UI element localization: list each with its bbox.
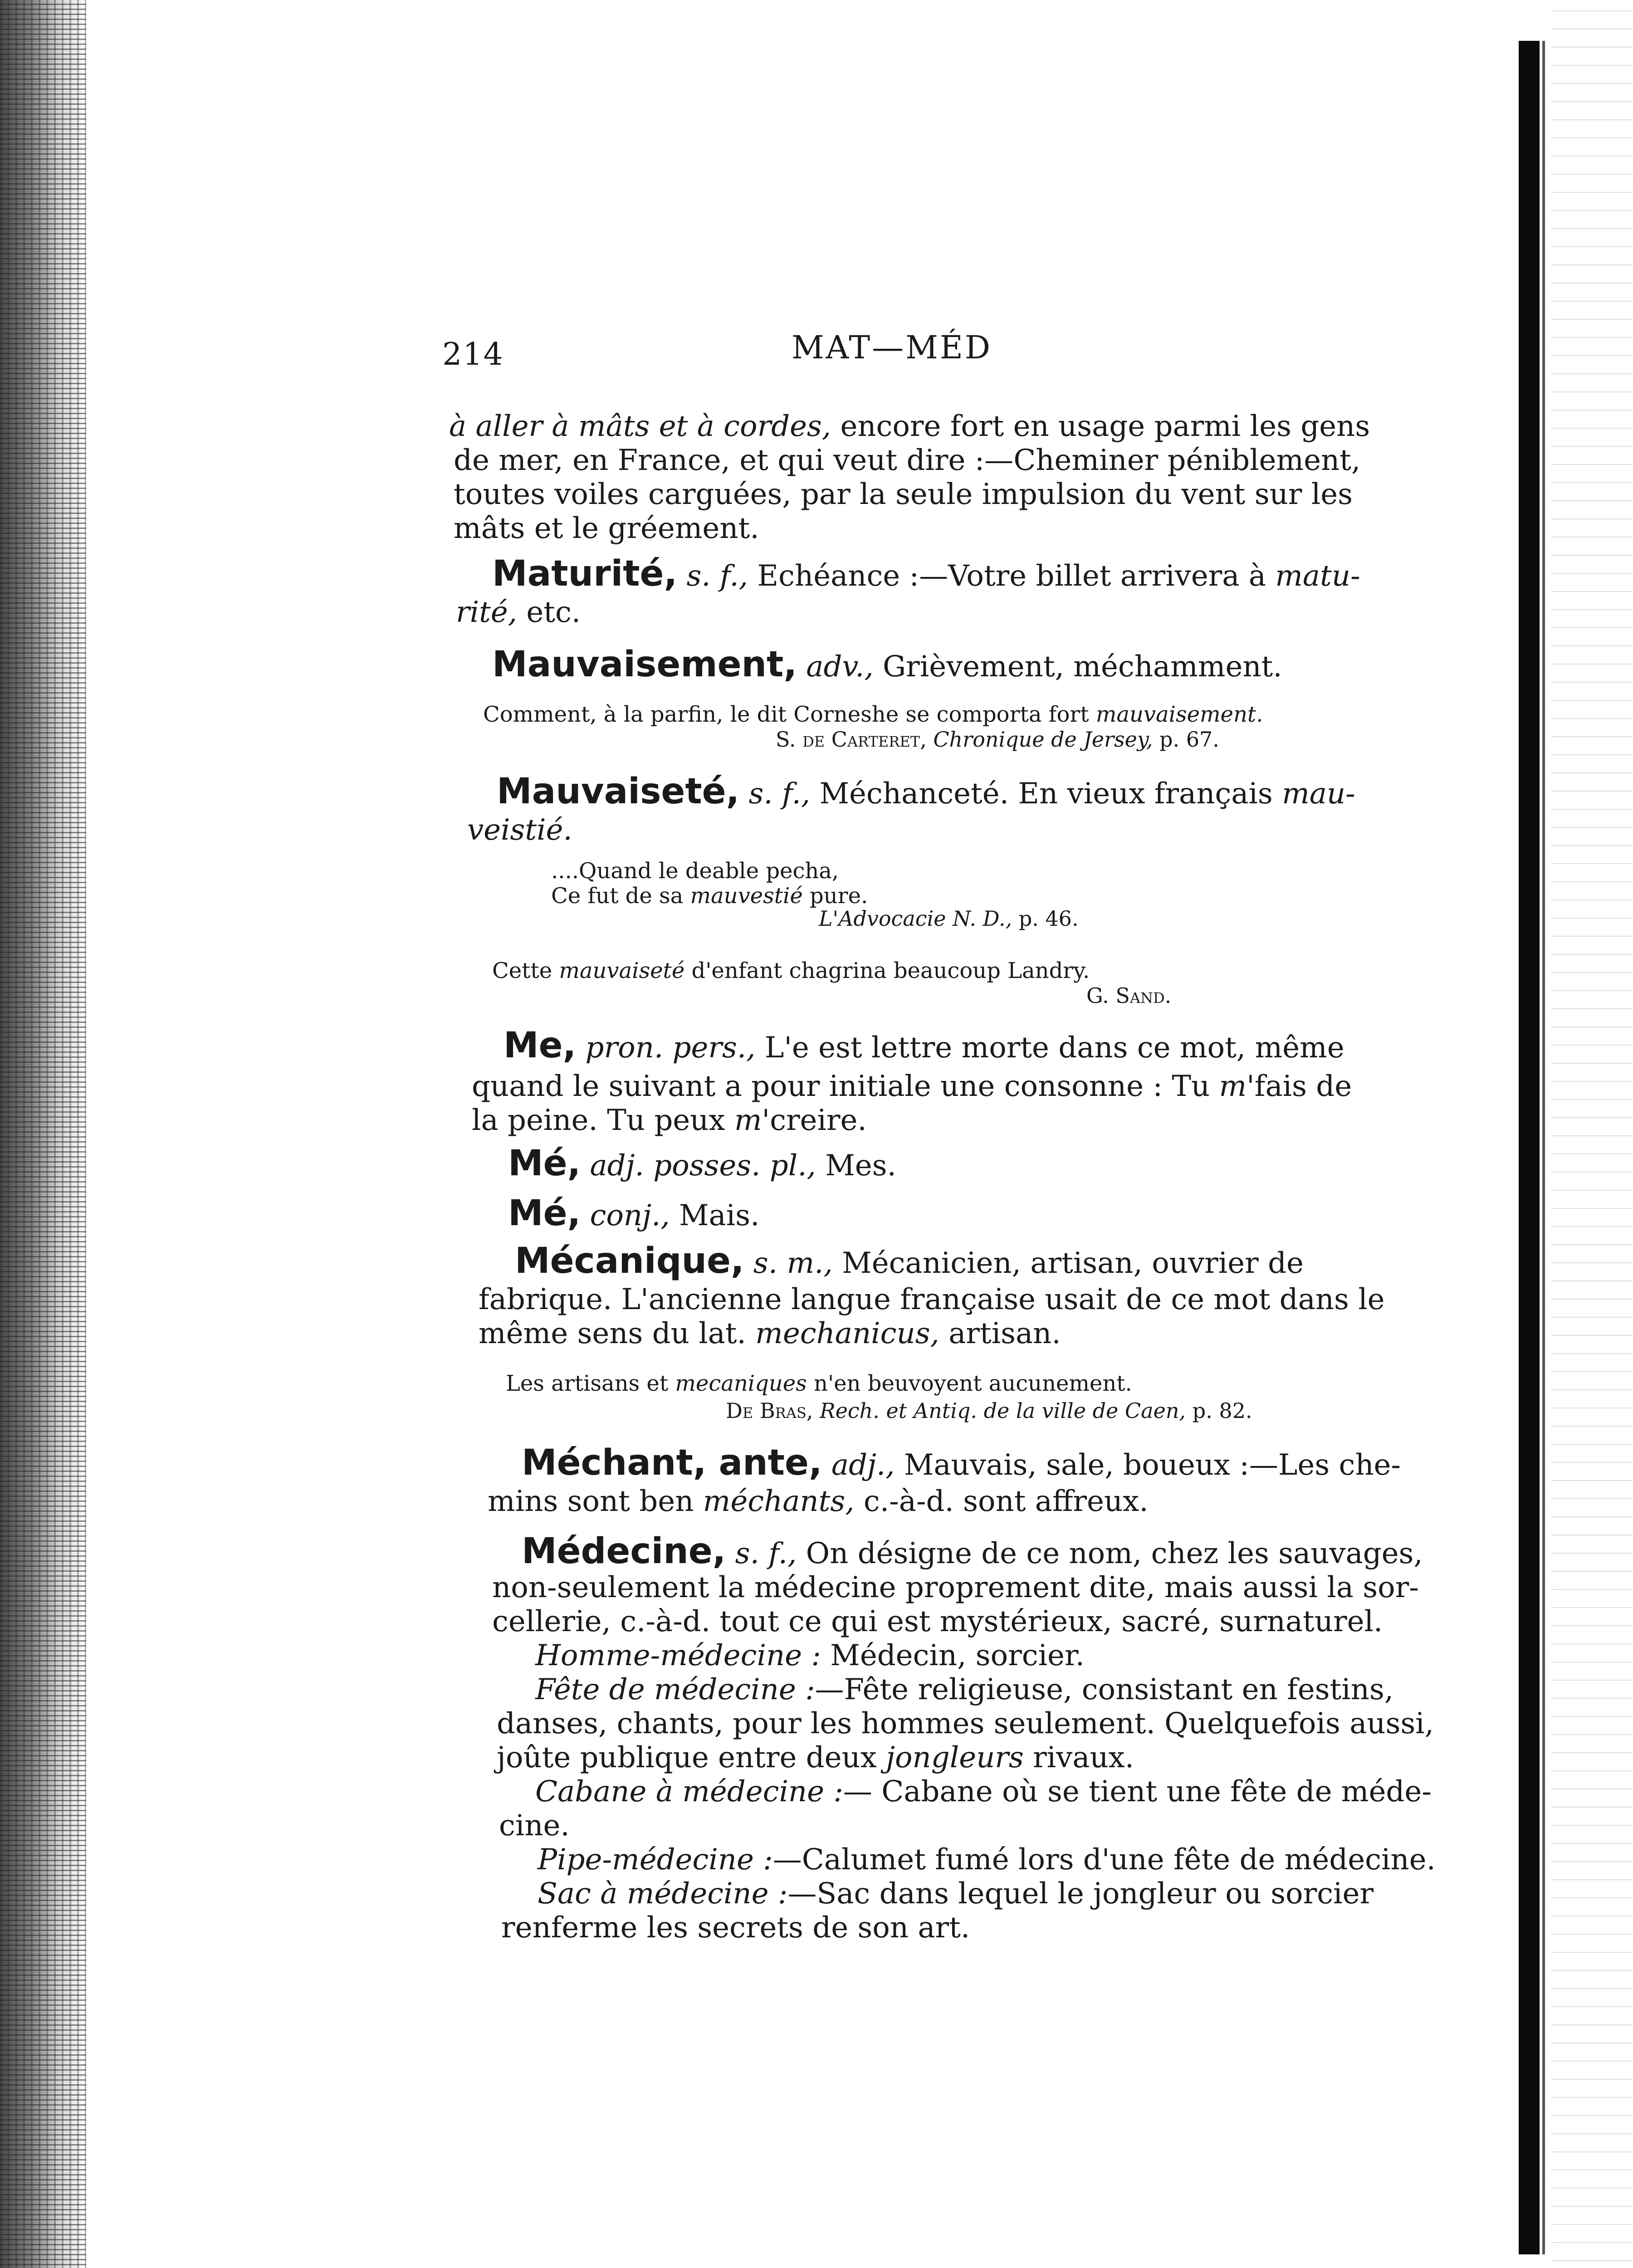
entry-maturite-line-2: rité, etc. — [456, 596, 581, 629]
sub-entry-sac-a-medecine: Sac à médecine :—Sac dans lequel le jongleur ou sorcier — [538, 1877, 1374, 1911]
entry-me-line-2: quand le suivant a pour initiale une consonne : Tu m'fais de — [472, 1070, 1352, 1103]
quotation-source: S. de Carteret, Chronique de Jersey, p. 67. — [776, 727, 1219, 752]
page-number: 214 — [442, 337, 504, 372]
entry-me-adj: Mé, adj. posses. pl., Mes. — [508, 1143, 896, 1184]
quotation: Cette mauvaiseté d'enfant chagrina beaucoup Landry. — [492, 958, 1090, 983]
entry-me-line-3: la peine. Tu peux m'creire. — [472, 1104, 867, 1137]
headword: Mécanique, — [515, 1241, 744, 1281]
intro-line-1: à aller à mâts et à cordes, encore fort en usage parmi les gens — [449, 410, 1370, 443]
intro-line-4: mâts et le gréement. — [454, 512, 759, 545]
quotation: Comment, à la parfin, le dit Corneshe se comporta fort mauvaisement. — [483, 702, 1263, 727]
running-head: MAT—MÉD — [792, 329, 992, 366]
entry-mauvaisete-line-2: veistié. — [467, 813, 572, 847]
entry-mecanique-line-2: fabrique. L'ancienne langue française usait de ce mot dans le — [479, 1283, 1385, 1316]
sub-entry-cabane-line-2: cine. — [499, 1809, 570, 1843]
entry-me: Me, pron. pers., L'e est lettre morte dans ce mot, même — [504, 1025, 1345, 1066]
verse-line-1: ....Quand le deable pecha, — [551, 858, 839, 884]
quotation-source: De Bras, Rech. et Antiq. de la ville de Caen, p. 82. — [726, 1398, 1252, 1423]
quotation-source: G. Sand. — [1086, 983, 1172, 1008]
headword: Méchant, ante, — [522, 1442, 822, 1483]
headword: Me, — [504, 1025, 577, 1066]
sub-entry-sac-line-2: renferme les secrets de son art. — [501, 1911, 970, 1945]
entry-medecine-line-2: non-seulement la médecine proprement dite, mais aussi la sor- — [492, 1571, 1419, 1604]
sub-entry-pipe-medecine: Pipe-médecine :—Calumet fumé lors d'une fête de médecine. — [538, 1843, 1436, 1877]
verse-line-2: Ce fut de sa mauvestié pure. — [551, 883, 868, 909]
headword: Mauvaiseté, — [497, 771, 740, 812]
entry-mechant-line-2: mins sont ben méchants, c.-à-d. sont affreux. — [488, 1485, 1149, 1518]
entry-medecine-line-3: cellerie, c.-à-d. tout ce qui est mystérieux, sacré, surnaturel. — [492, 1605, 1383, 1638]
quotation: Les artisans et mecaniques n'en beuvoyent aucunement. — [506, 1371, 1132, 1396]
headword: Médecine, — [522, 1531, 726, 1572]
headword: Maturité, — [492, 553, 678, 594]
headword: Mauvaisement, — [492, 644, 797, 685]
headword: Mé, — [508, 1193, 581, 1234]
intro-line-2: de mer, en France, et qui veut dire :—Cheminer péniblement, — [454, 444, 1361, 477]
entry-mauvaisete: Mauvaiseté, s. f., Méchanceté. En vieux français mau- — [497, 771, 1355, 812]
entry-me-conj: Mé, conj., Mais. — [508, 1193, 760, 1234]
entry-mecanique-line-3: même sens du lat. mechanicus, artisan. — [479, 1317, 1061, 1350]
intro-line-3: toutes voiles carguées, par la seule impulsion du vent sur les — [454, 478, 1353, 511]
sub-entry-fete-line-3: joûte publique entre deux jongleurs rivaux. — [497, 1741, 1134, 1774]
entry-mechant: Méchant, ante, adj., Mauvais, sale, boueux :—Les che- — [522, 1442, 1401, 1483]
sub-entry-fete-line-2: danses, chants, pour les hommes seulement. Quelquefois aussi, — [497, 1707, 1434, 1740]
verse-source: L'Advocacie N. D., p. 46. — [819, 906, 1079, 931]
headword: Mé, — [508, 1143, 581, 1184]
sub-entry-fete-de-medecine: Fête de médecine :—Fête religieuse, consistant en festins, — [535, 1673, 1394, 1706]
entry-mecanique: Mécanique, s. m., Mécanicien, artisan, ouvrier de — [515, 1241, 1304, 1281]
sub-entry-homme-medecine: Homme-médecine : Médecin, sorcier. — [535, 1639, 1085, 1672]
entry-medecine: Médecine, s. f., On désigne de ce nom, chez les sauvages, — [522, 1531, 1423, 1572]
entry-mauvaisement: Mauvaisement, adv., Grièvement, méchamment. — [492, 644, 1282, 685]
entry-maturite: Maturité, s. f., Echéance :—Votre billet arrivera à matu- — [492, 553, 1360, 594]
sub-entry-cabane-a-medecine: Cabane à médecine :— Cabane où se tient une fête de méde- — [535, 1775, 1432, 1809]
